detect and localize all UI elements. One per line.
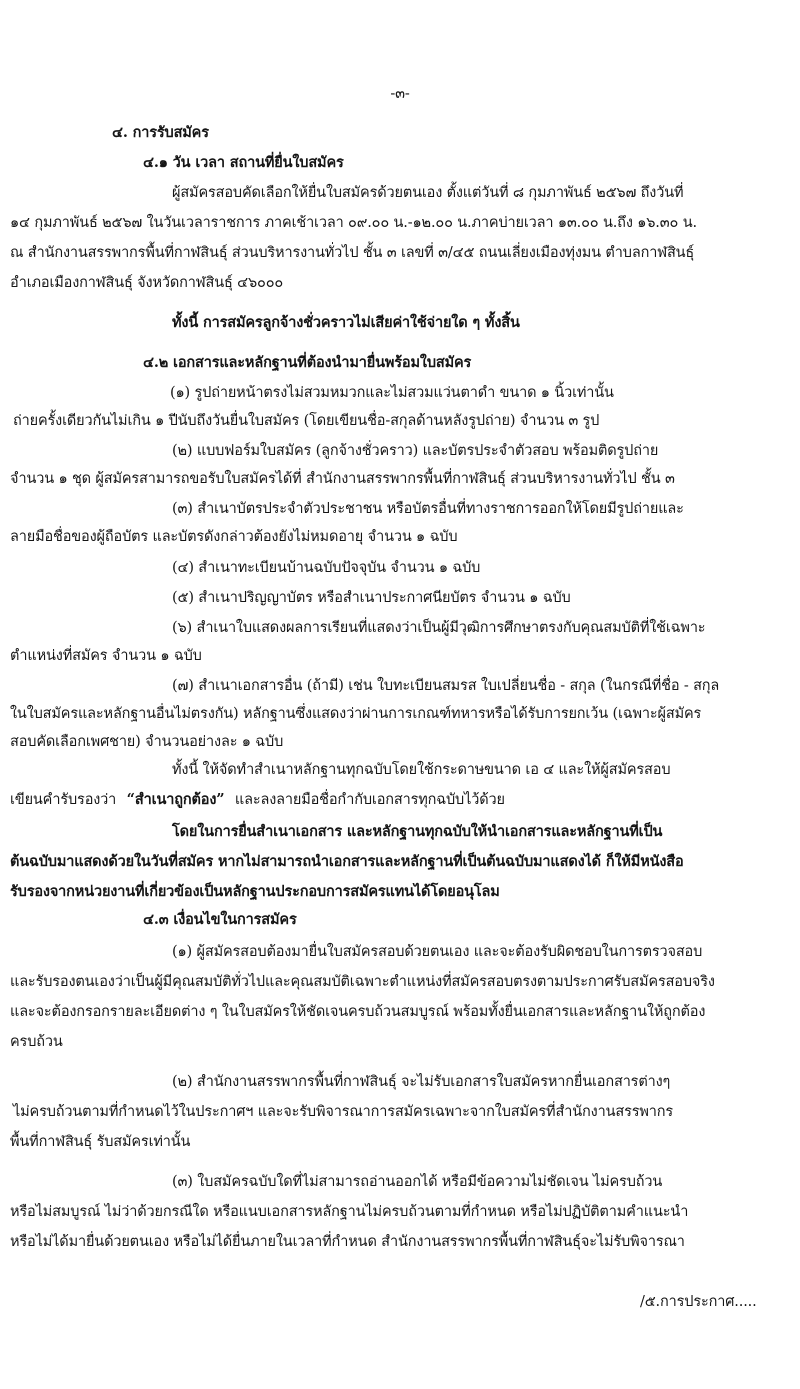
section-4-2-heading: ๔.๒ เอกสารและหลักฐานที่ต้องนำมายื่นพร้อมใบสมัคร	[143, 354, 472, 371]
copy-instruction: ทั้งนี้ ให้จัดทำสำเนาหลักฐานทุกฉบับโดยใช้กระดาษขนาด เอ ๔ และให้ผู้สมัครสอบ	[172, 762, 671, 778]
list-item: (๖) สำเนาใบแสดงผลการเรียนที่แสดงว่าเป็นผู้มีวุฒิการศึกษาตรงกับคุณสมบัติที่ใช้เฉพาะ	[172, 620, 706, 636]
section-4-heading: ๔. การรับสมัคร	[112, 124, 209, 141]
section-4-1-heading: ๔.๑ วัน เวลา สถานที่ยื่นใบสมัคร	[143, 154, 344, 171]
list-item-continuation: จำนวน ๑ ชุด ผู้สมัครสามารถขอรับใบสมัครได้ที่ สำนักงานสรรพากรพื้นที่กาฬสินธุ์ ส่วนบริหารงานทั่วไป ชั้น ๓	[10, 471, 675, 487]
condition-item-continuation: พื้นที่กาฬสินธุ์ รับสมัครเท่านั้น	[10, 1134, 191, 1150]
condition-item-continuation: และจะต้องกรอกรายละเอียดต่าง ๆ ในใบสมัครให้ชัดเจนครบถ้วนสมบูรณ์ พร้อมทั้งยื่นเอกสารและหลักฐานให้ถูกต้อง	[10, 1004, 706, 1020]
free-of-charge-notice: ทั้งนี้ การสมัครลูกจ้างชั่วคราวไม่เสียค่าใช้จ่ายใด ๆ ทั้งสิ้น	[172, 314, 520, 331]
condition-item: (๓) ใบสมัครฉบับใดที่ไม่สามารถอ่านออกได้ หรือมีข้อความไม่ชัดเจน ไม่ครบถ้วน	[172, 1174, 663, 1190]
paragraph-line: อำเภอเมืองกาฬสินธุ์ จังหวัดกาฬสินธุ์ ๔๖๐๐๐	[10, 275, 284, 291]
continuation-marker: /๕.การประกาศ.....	[640, 1294, 757, 1310]
certify-suffix: และลงลายมือชื่อกำกับเอกสารทุกฉบับไว้ด้วย	[234, 792, 505, 808]
certify-prefix: เขียนคำรับรองว่า	[10, 792, 117, 808]
list-item-continuation: ลายมือชื่อของผู้ถือบัตร และบัตรดังกล่าวต้องยังไม่หมดอายุ จำนวน ๑ ฉบับ	[10, 529, 458, 545]
list-item: (๕) สำเนาปริญญาบัตร หรือสำเนาประกาศนียบัตร จำนวน ๑ ฉบับ	[172, 590, 571, 606]
condition-item-continuation: และรับรองตนเองว่าเป็นผู้มีคุณสมบัติทั่วไปและคุณสมบัติเฉพาะตำแหน่งที่สมัครสอบตรงตามประกาศรับสมัครสอบจริง	[10, 974, 715, 990]
list-item-continuation: สอบคัดเลือกเพศชาย) จำนวนอย่างละ ๑ ฉบับ	[10, 734, 284, 750]
list-item-continuation: ในใบสมัครและหลักฐานอื่นไม่ตรงกัน) หลักฐานซึ่งแสดงว่าผ่านการเกณฑ์ทหารหรือได้รับการยกเว้น (เฉพาะผู้สมัคร	[10, 706, 702, 722]
page-number: -๓-	[390, 86, 410, 102]
condition-item: (๒) สำนักงานสรรพากรพื้นที่กาฬสินธุ์ จะไม่รับเอกสารใบสมัครหากยื่นเอกสารต่างๆ	[172, 1074, 671, 1090]
condition-item: (๑) ผู้สมัครสอบต้องมายื่นใบสมัครสอบด้วยตนเอง และจะต้องรับผิดชอบในการตรวจสอบ	[172, 944, 703, 960]
list-item: (๒) แบบฟอร์มใบสมัคร (ลูกจ้างชั่วคราว) และบัตรประจำตัวสอบ พร้อมติดรูปถ่าย	[172, 443, 659, 459]
list-item: (๓) สำเนาบัตรประจำตัวประชาชน หรือบัตรอื่นที่ทางราชการออกให้โดยมีรูปถ่ายและ	[172, 501, 684, 517]
original-documents-notice: ต้นฉบับมาแสดงด้วยในวันที่สมัคร หากไม่สามารถนำเอกสารและหลักฐานที่เป็นต้นฉบับมาแสดงได้ ก็ให้มีหนังสือ	[10, 853, 684, 870]
section-4-3-heading: ๔.๓ เงื่อนไขในการสมัคร	[143, 911, 297, 928]
condition-item-continuation: ครบถ้วน	[10, 1034, 63, 1050]
condition-item-continuation: หรือไม่ได้มายื่นด้วยตนเอง หรือไม่ได้ยื่นภายในเวลาที่กำหนด สำนักงานสรรพากรพื้นที่กาฬสินธุ์จะไม่รับพิจารณา	[10, 1234, 685, 1250]
list-item-continuation: ตำแหน่งที่สมัคร จำนวน ๑ ฉบับ	[10, 648, 202, 664]
list-item: (๔) สำเนาทะเบียนบ้านฉบับปัจจุบัน จำนวน ๑ ฉบับ	[172, 560, 481, 576]
condition-item-continuation: หรือไม่สมบูรณ์ ไม่ว่าด้วยกรณีใด หรือแนบเอกสารหลักฐานไม่ครบถ้วนตามที่กำหนด หรือไม่ปฏิบัติตามคำแนะนำ	[10, 1204, 689, 1220]
list-item-continuation: ถ่ายครั้งเดียวกันไม่เกิน ๑ ปีนับถึงวันยื่นใบสมัคร (โดยเขียนชื่อ-สกุลด้านหลังรูปถ่าย) จำนวน ๓ รูป	[13, 413, 600, 429]
paragraph-line: ณ สำนักงานสรรพากรพื้นที่กาฬสินธุ์ ส่วนบริหารงานทั่วไป ชั้น ๓ เลขที่ ๓/๔๕ ถนนเลี่ยงเมืองทุ่งมน ตำบลกาฬสินธุ์	[10, 245, 695, 261]
paragraph-line: ๑๔ กุมภาพันธ์ ๒๕๖๗ ในวันเวลาราชการ ภาคเช้าเวลา ๐๙.๐๐ น.-๑๒.๐๐ น.ภาคบ่ายเวลา ๑๓.๐๐ น.ถึง ๑๖.๓๐ น.	[10, 215, 697, 231]
condition-item-continuation: ไม่ครบถ้วนตามที่กำหนดไว้ในประกาศฯ และจะรับพิจารณาการสมัครเฉพาะจากใบสมัครที่สำนักงานสรรพากร	[13, 1104, 674, 1120]
original-documents-notice: โดยในการยื่นสำเนาเอกสาร และหลักฐานทุกฉบับให้นำเอกสารและหลักฐานที่เป็น	[172, 823, 663, 840]
original-documents-notice: รับรองจากหน่วยงานที่เกี่ยวข้องเป็นหลักฐานประกอบการสมัครแทนได้โดยอนุโลม	[10, 883, 500, 900]
paragraph-line: ผู้สมัครสอบคัดเลือกให้ยื่นใบสมัครด้วยตนเอง ตั้งแต่วันที่ ๘ กุมภาพันธ์ ๒๕๖๗ ถึงวันที่	[172, 185, 684, 201]
list-item: (๗) สำเนาเอกสารอื่น (ถ้ามี) เช่น ใบทะเบียนสมรส ใบเปลี่ยนชื่อ - สกุล (ในกรณีที่ชื่อ - สกุล	[172, 678, 720, 694]
list-item: (๑) รูปถ่ายหน้าตรงไม่สวมหมวกและไม่สวมแว่นตาดำ ขนาด ๑ นิ้วเท่านั้น	[170, 385, 614, 401]
certify-line	[10, 790, 505, 810]
certify-quote: “สำเนาถูกต้อง”	[126, 791, 225, 808]
